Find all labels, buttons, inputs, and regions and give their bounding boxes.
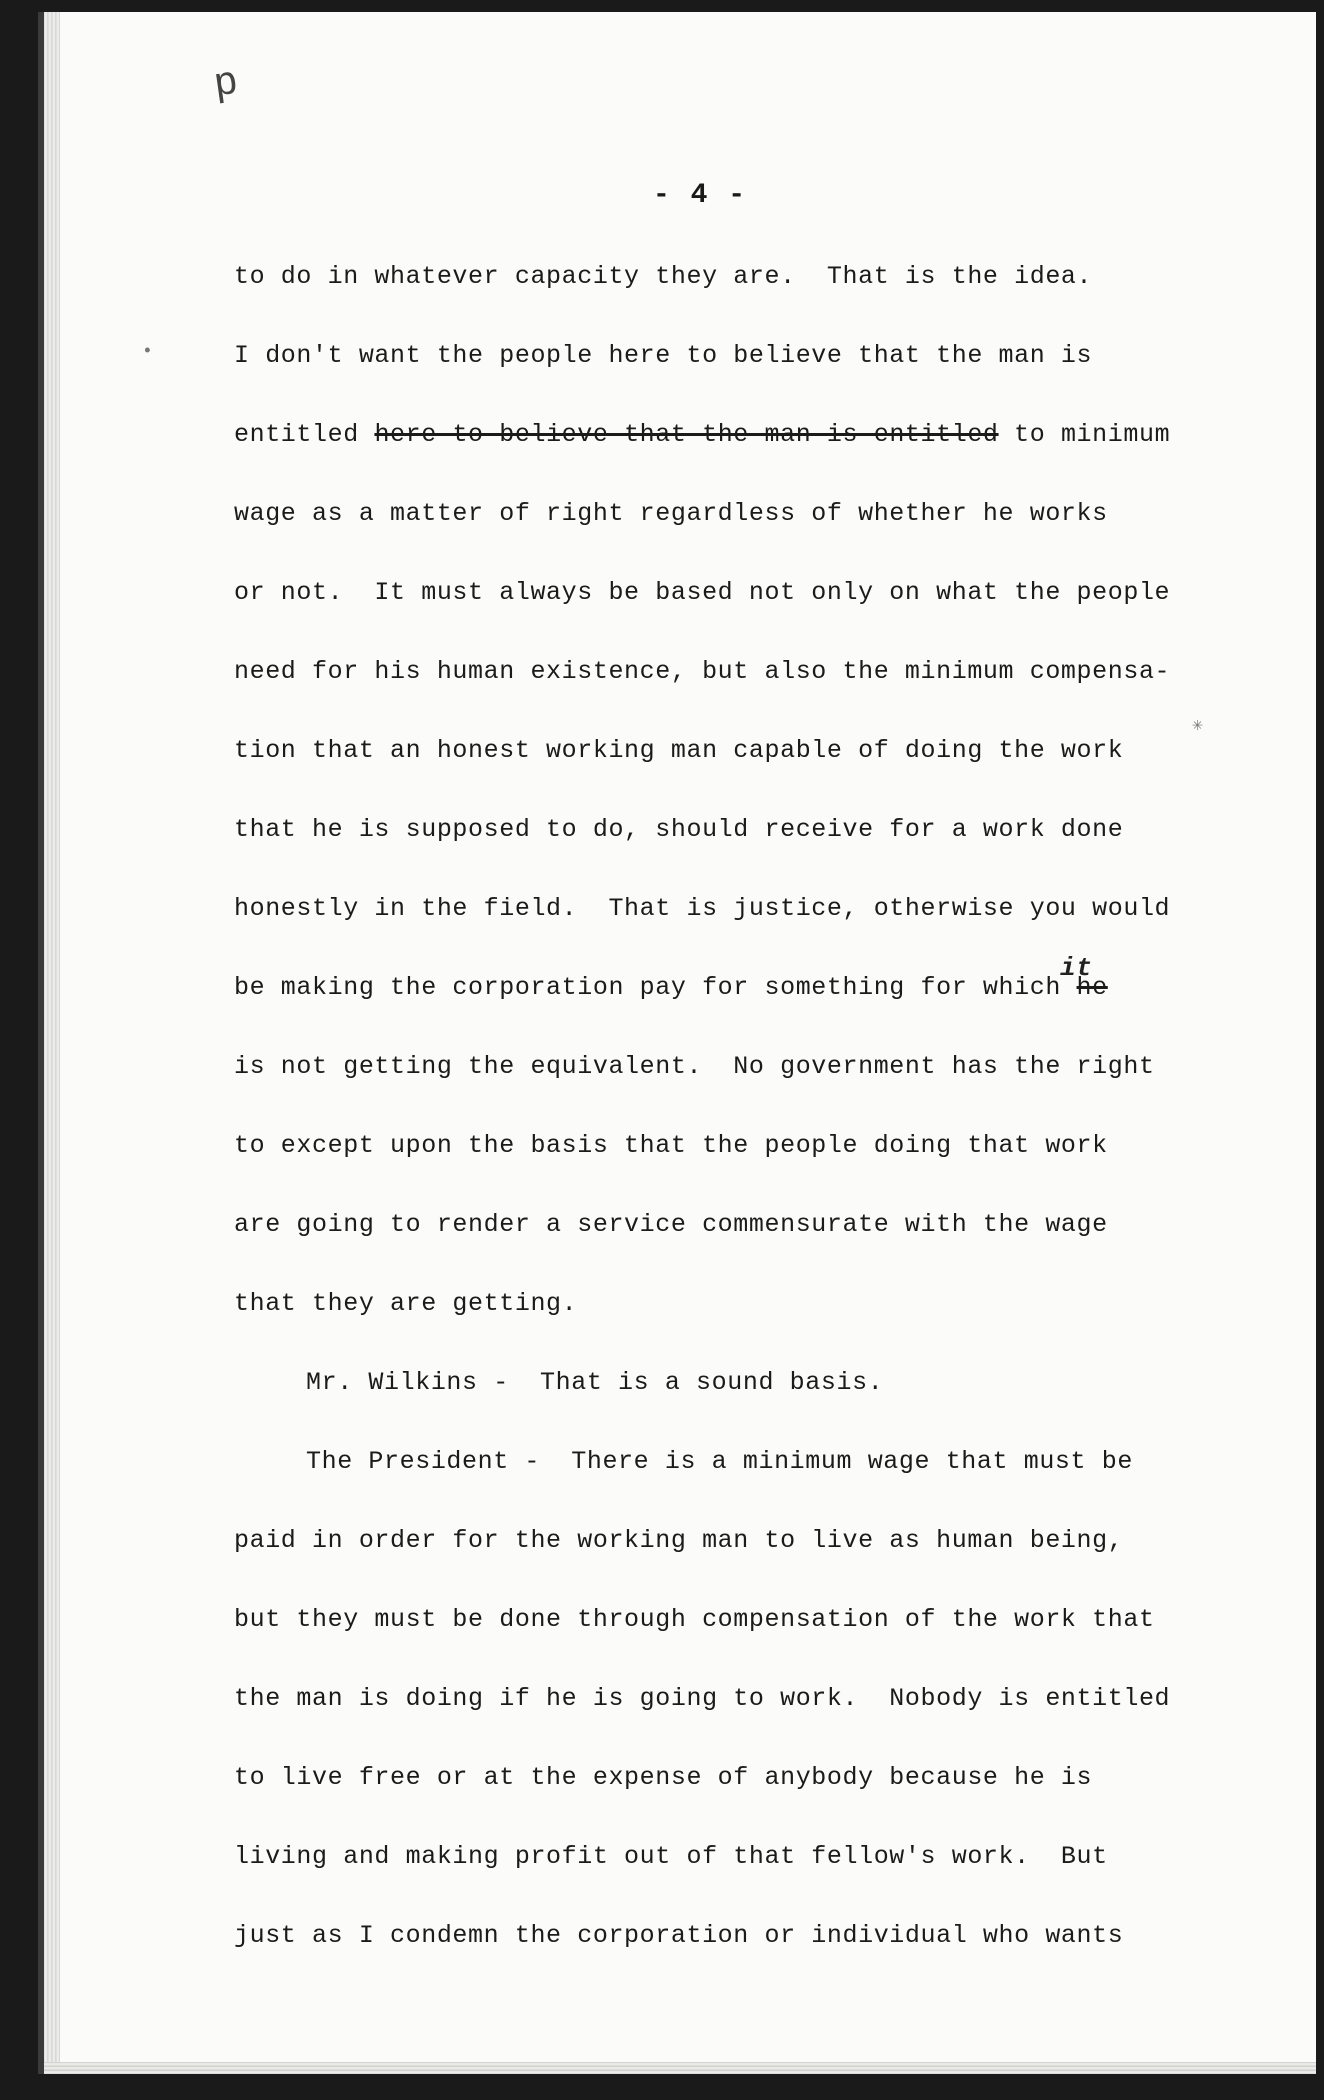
text-line: the man is doing if he is going to work. Nobody is entitled <box>234 1684 1171 1713</box>
page-bottom-edge <box>44 2062 1316 2074</box>
text-line: but they must be done through compensation of the work that <box>234 1605 1155 1634</box>
text-line: or not. It must always be based not only on what the people <box>234 578 1171 607</box>
text-line <box>234 415 1234 494</box>
text-line <box>234 953 1234 1047</box>
text-line: that they are getting. <box>234 1289 578 1318</box>
text-line: is not getting the equivalent. No government has the right <box>234 1052 1155 1081</box>
text-line: I don't want the people here to believe that the man is <box>234 341 1093 370</box>
transcript-body <box>234 257 1234 1995</box>
text-line: need for his human existence, but also the minimum compensa- <box>234 657 1171 686</box>
handwritten-insertion: it <box>1060 953 1093 983</box>
text-line: wage as a matter of right regardless of whether he works <box>234 499 1108 528</box>
ink-speck: ✳ <box>1192 716 1203 736</box>
text-segment: to minimum <box>998 420 1171 449</box>
text-line: to except upon the basis that the people doing that work <box>234 1131 1108 1160</box>
text-line: paid in order for the working man to live as human being, <box>234 1526 1124 1555</box>
struck-text: he <box>1076 973 1108 1002</box>
text-line: to do in whatever capacity they are. That is the idea. <box>234 262 1093 291</box>
page-edge-strip <box>44 12 60 2074</box>
text-segment: be making the corporation pay for something for which <box>234 973 1077 1002</box>
text-line: are going to render a service commensurate with the wage <box>234 1210 1108 1239</box>
page-number: - 4 - <box>652 180 747 211</box>
text-line: tion that an honest working man capable of doing the work <box>234 736 1124 765</box>
text-line: that he is supposed to do, should receive for a work done <box>234 815 1124 844</box>
text-line: honestly in the field. That is justice, otherwise you would <box>234 894 1171 923</box>
text-line: to live free or at the expense of anybody because he is <box>234 1763 1093 1792</box>
ink-speck: • <box>142 342 153 362</box>
text-line: just as I condemn the corporation or individual who wants <box>234 1921 1124 1950</box>
pencil-mark: p <box>210 60 242 109</box>
struck-text: here to believe that the man is entitled <box>374 420 999 449</box>
speaker-line-president: The President - There is a minimum wage that must be <box>306 1447 1133 1476</box>
text-line: living and making profit out of that fellow's work. But <box>234 1842 1108 1871</box>
document-page <box>38 12 1316 2074</box>
text-segment: entitled <box>234 420 375 449</box>
speaker-line-wilkins: Mr. Wilkins - That is a sound basis. <box>306 1368 884 1397</box>
